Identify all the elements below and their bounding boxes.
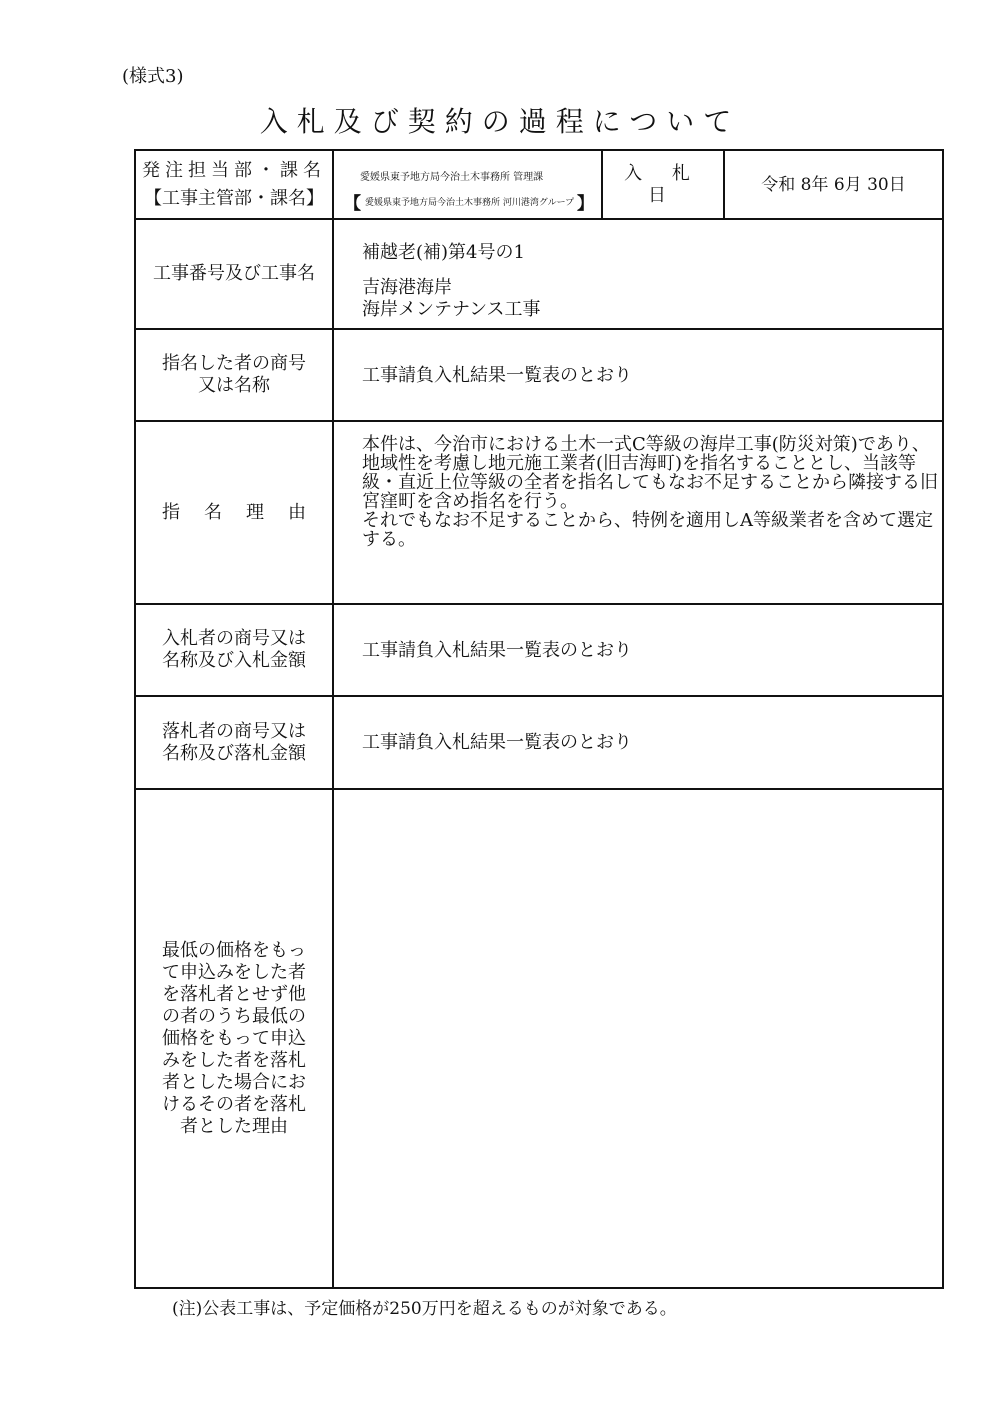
bidders-label-line2: 名称及び入札金額 [162,650,306,671]
reason-paragraph: それでもなお不足することから、特例を適用しA等級業者を含めて選定する。 [362,510,933,550]
work-label: 工事番号及び工事名 [153,263,315,284]
dept-value-cell [334,151,601,218]
exception-label-line: の者のうち最低の [162,1005,306,1027]
reason-paragraph: 本件は、今治市における土木一式C等級の海岸工事(防災対策)であり、地域性を考慮し地元施工業者(旧吉海町)を指名することとし、当該等級・直近上位等級の全者を指名してもなお不足することから隣接する旧宮窪町を含め指名を行う。 [362,434,938,512]
process-table [134,149,944,1289]
dept-label-cell [136,151,332,218]
work-number: 補越老(補)第4号の1 [362,242,525,263]
exception-label-line: けるその者を落札 [162,1093,306,1115]
exception-value [334,790,942,1287]
bid-date-label: 入 札 日 [624,162,702,206]
exception-label-cell [136,790,332,1287]
nominated-label-line1: 指名した者の商号 [162,353,306,374]
exception-label-line: みをした者を落札 [162,1049,306,1071]
document-title: 入札及び契約の過程について [259,105,741,138]
reason-label: 指名理由 [162,501,330,523]
winner-label-cell [136,697,332,788]
work-location: 吉海港海岸 [362,277,452,298]
bid-date-value: 令和 8年 6月 30日 [761,174,906,195]
nominated-value: 工事請負入札結果一覧表のとおり [362,364,632,386]
bracket-close: 】 [577,194,594,214]
bidders-label-line1: 入札者の商号又は [162,628,306,649]
exception-label-line: て申込みをした者 [162,961,306,983]
exception-label-line: 価格をもって申込 [162,1027,306,1049]
reason-value-cell [334,422,942,603]
nominated-label-cell [136,330,332,420]
dept-value: 愛媛県東予地方局今治土木事務所 管理課 [360,172,544,183]
work-name: 海岸メンテナンス工事 [362,299,541,320]
winner-label-line1: 落札者の商号又は [162,720,306,742]
bidders-value: 工事請負入札結果一覧表のとおり [362,639,632,661]
winner-label-line2: 名称及び落札金額 [162,742,306,764]
footnote: (注)公表工事は、予定価格が250万円を超えるものが対象である。 [172,1299,677,1319]
bidders-label-cell [136,605,332,695]
form-number: (様式3) [122,66,184,87]
exception-label-line: 者とした場合にお [162,1071,306,1093]
exception-label-line: 者とした理由 [180,1115,288,1137]
nominated-label-line2: 又は名称 [198,375,270,396]
winner-value: 工事請負入札結果一覧表のとおり [362,732,632,753]
dept-label: 発注担当部・課名 [142,159,326,181]
work-value-cell [334,220,942,328]
exception-label-line: を落札者とせず他 [162,983,306,1005]
bracket-open: 【 [344,194,361,214]
supervising-dept-value: 愛媛県東予地方局今治土木事務所 河川港湾グループ [365,198,575,208]
exception-label-line: 最低の価格をもっ [162,939,306,961]
supervising-dept-label: 【工事主管部・課名】 [144,187,324,209]
